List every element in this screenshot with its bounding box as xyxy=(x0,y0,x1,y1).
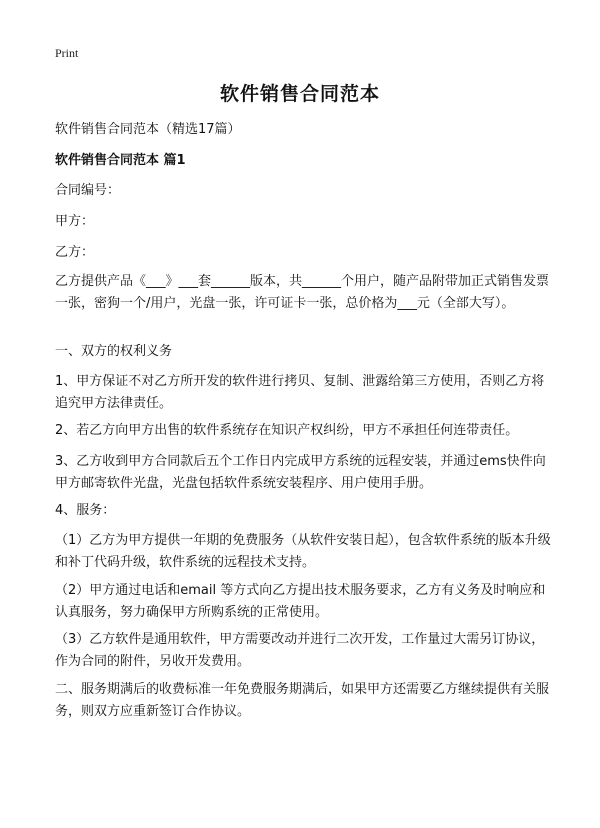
product-clause: 乙方提供产品《___》___套______版本，共______个用户，随产品附带加正式销售发票一张，密狗一个/用户，光盘一张，许可证卡一张，总价格为___元（全部大写）。 xyxy=(55,274,550,311)
print-link[interactable]: Print xyxy=(55,46,79,60)
fee-clause: 二、服务期满后的收费标准一年免费服务期满后，如果甲方还需要乙方继续提供有关服务，则双方应重新签订合作协议。 xyxy=(55,682,550,719)
service-item-3: （3）乙方软件是通用软件，甲方需要改动并进行二次开发，工作量过大需另订协议，作为合同的附件，另收开发费用。 xyxy=(55,632,545,669)
rights-heading: 一、双方的权利义务 xyxy=(55,344,173,359)
document-title: 软件销售合同范本 xyxy=(219,83,380,105)
clause-item-4: 4、服务： xyxy=(55,503,116,518)
document-subtitle: 软件销售合同范本（精选17篇） xyxy=(55,122,241,137)
service-item-2: （2）甲方通过电话和email 等方式向乙方提出技术服务要求，乙方有义务及时响应和认真服务，努力确保甲方所购系统的正常使用。 xyxy=(55,583,546,620)
clause-item-2: 2、若乙方向甲方出售的软件系统存在知识产权纠纷，甲方不承担任何连带责任。 xyxy=(55,423,519,438)
clause-item-3: 3、乙方收到甲方合同款后五个工作日内完成甲方系统的远程安装，并通过ems快件向甲方邮寄软件光盘，光盘包括软件系统安装程序、用户使用手册。 xyxy=(55,454,546,491)
clause-item-1: 1、甲方保证不对乙方所开发的软件进行拷贝、复制、泄露给第三方使用，否则乙方将追究甲方法律责任。 xyxy=(55,374,545,411)
contract-number-label: 合同编号： xyxy=(55,183,121,198)
party-a-label: 甲方： xyxy=(55,214,95,229)
service-item-1: （1）乙方为甲方提供一年期的免费服务（从软件安装日起），包含软件系统的版本升级和补丁代码升级，软件系统的远程技术支持。 xyxy=(55,533,551,570)
party-b-label: 乙方： xyxy=(55,245,95,260)
section-heading: 软件销售合同范本 篇1 xyxy=(55,153,186,168)
